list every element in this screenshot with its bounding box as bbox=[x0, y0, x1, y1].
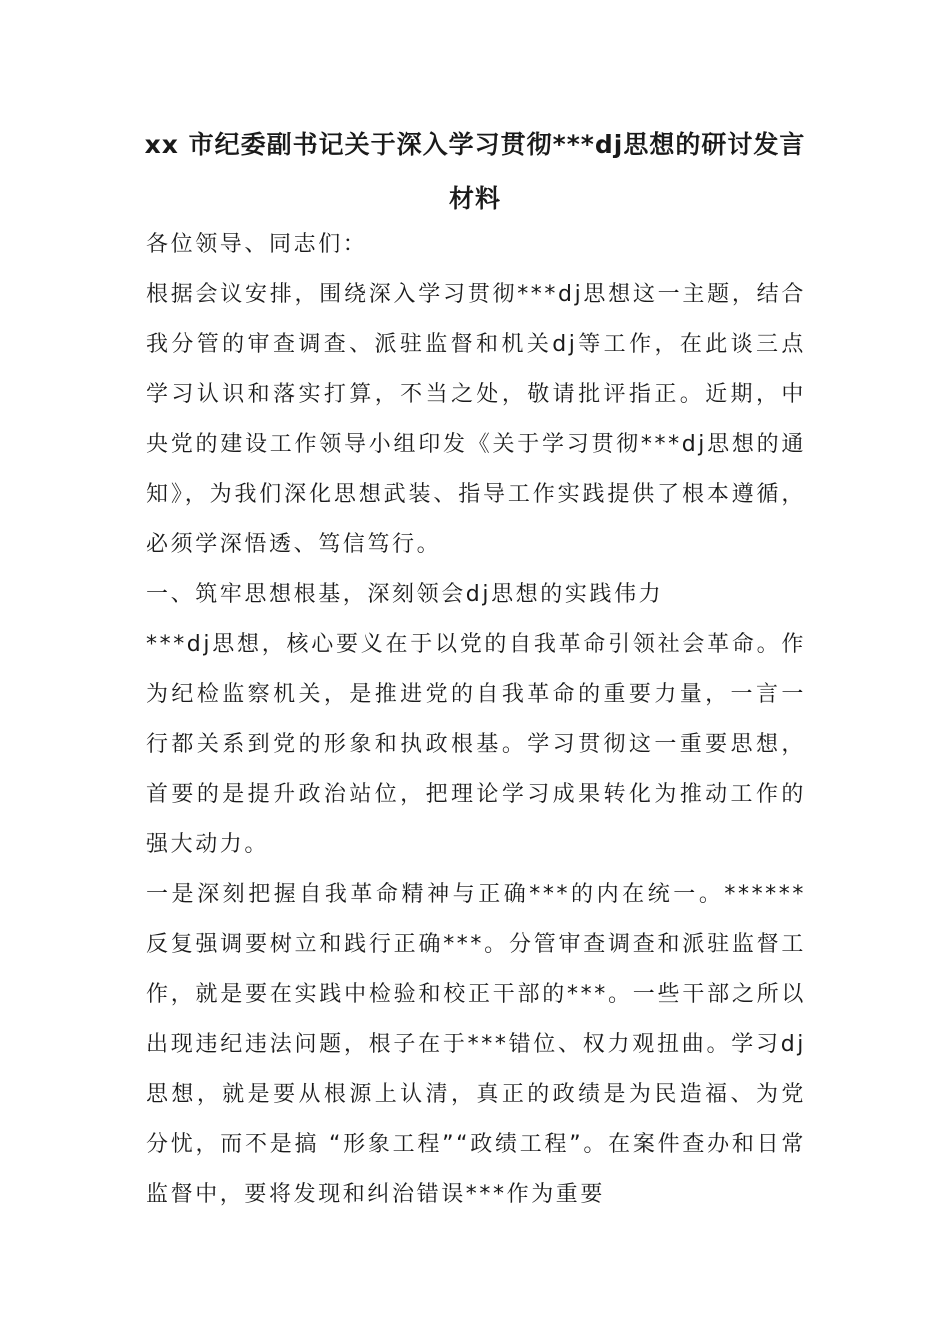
intro-paragraph: 根据会议安排，围绕深入学习贯彻***dj思想这一主题，结合我分管的审查调查、派驻监督和机关dj等工作，在此谈三点学习认识和落实打算，不当之处，敬请批评指正。近期，中央党的建设工作领导小组印发《关于学习贯彻***dj思想的通知》，为我们深化思想武装、指导工作实践提供了根本遵循，必须学深悟透、笃信笃行。 bbox=[146, 282, 806, 557]
salutation: 各位领导、同志们： bbox=[146, 232, 368, 257]
document-body bbox=[146, 220, 806, 1220]
document-title: xx 市纪委副书记关于深入学习贯彻***dj思想的研讨发言材料 bbox=[144, 130, 806, 213]
section-heading-1: 一、筑牢思想根基，深刻领会dj思想的实践伟力 bbox=[146, 582, 664, 607]
section-1-paragraph: ***dj思想，核心要义在于以党的自我革命引领社会革命。作为纪检监察机关，是推进党的自我革命的重要力量，一言一行都关系到党的形象和执政根基。学习贯彻这一重要思想，首要的是提升政治站位，把理论学习成果转化为推动工作的强大动力。 bbox=[146, 632, 806, 857]
point-1-paragraph: 一是深刻把握自我革命精神与正确***的内在统一。******反复强调要树立和践行正确***。分管审查调查和派驻监督工作，就是要在实践中检验和校正干部的***。一些干部之所以出现违纪违法问题，根子在于***错位、权力观扭曲。学习dj思想，就是要从根源上认清，真正的政绩是为民造福、为党分忧，而不是搞 “形象工程”“政绩工程”。在案件查办和日常监督中，要将发现和纠治错误***作为重要 bbox=[146, 882, 806, 1207]
